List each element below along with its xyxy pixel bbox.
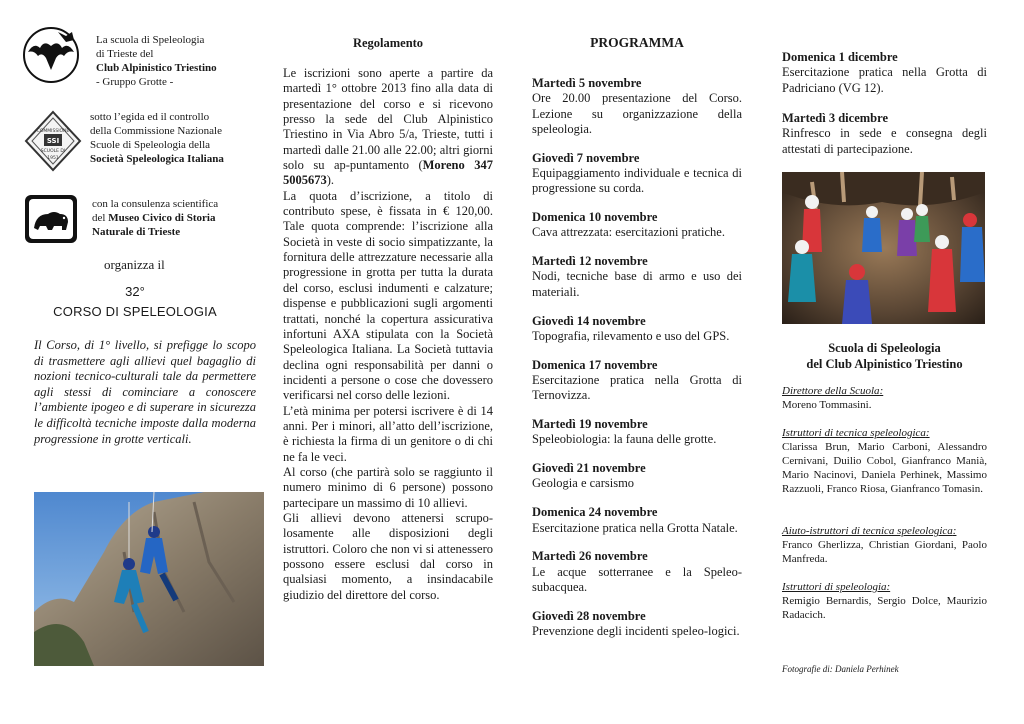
program-item <box>532 314 742 345</box>
staff-role: Istruttori di speleologia: <box>782 581 891 593</box>
program-date: Domenica 10 novembre <box>532 210 658 225</box>
school-heading-line1: Scuola di Speleologia <box>828 341 941 355</box>
school-heading <box>782 340 987 372</box>
program-desc: Cava attrezzata: esercitazioni pratiche. <box>532 225 725 240</box>
program-item-december-1 <box>782 50 987 96</box>
rules-paragraph-1 <box>283 66 493 189</box>
program-item <box>532 461 742 492</box>
cave-bear-icon <box>24 194 78 244</box>
program-item <box>532 254 742 300</box>
program-date: Domenica 17 novembre <box>532 357 658 372</box>
staff-names: Clarissa Brun, Mario Carboni, Alessandro Cernivani, Duilio Cobol, Gianfranco Manià, Mario Nacinovi, Daniela Perhinek, Massimo Razzuoli, Franco Riosa, Gianfranco Tomasin. <box>782 441 987 495</box>
program-date: Giovedì 7 novembre <box>532 150 640 165</box>
ssi-badge-top-text: COMMISSIONE <box>36 129 70 134</box>
program-desc: Nodi, tecniche base di armo e uso dei materiali. <box>532 269 742 299</box>
staff-names: Remigio Bernardis, Sergio Dolce, Maurizio Radacich. <box>782 595 987 621</box>
org-cat-text <box>96 33 256 89</box>
program-desc: Speleobiologia: la fauna delle grotte. <box>532 432 717 447</box>
program-item-december-3 <box>782 111 987 157</box>
staff-role: Istruttori di tecnica speleologica: <box>782 427 930 439</box>
program-list <box>532 76 742 639</box>
org-ssi-line2: della Commissione Nazionale <box>90 125 222 137</box>
contact-phone: Moreno 347 5005673 <box>283 158 494 188</box>
program-desc: Esercitazione pratica nella Grotta Natale. <box>532 520 738 535</box>
column-rules <box>283 0 493 724</box>
program-date: Martedì 12 novembre <box>532 254 648 269</box>
course-title: CORSO DI SPELEOLOGIA <box>53 304 217 319</box>
program-item <box>532 210 742 241</box>
org-cat-line2: di Trieste del <box>96 48 154 60</box>
column-school <box>782 0 987 724</box>
org-ssi-line1: sotto l’egida ed il controllo <box>90 111 210 123</box>
staff-role: Aiuto-istruttori di tecnica speleologica: <box>782 525 957 537</box>
course-edition: 32° <box>125 284 145 299</box>
photo-credits: Fotografie di: Daniela Perhinek <box>782 664 899 674</box>
ssi-badge-mid-text: SSI <box>46 137 60 145</box>
program-date: Domenica 1 dicembre <box>782 50 898 64</box>
rules-paragraph-4: Al corso (che partirà solo se raggiunto il numero minimo di 6 persone) possono partecipare un massimo di 10 allievi. <box>283 464 493 510</box>
org-museum-line2b: Museo Civico di Storia <box>108 212 216 224</box>
org-museum-line2a: del <box>92 212 109 224</box>
program-desc: Le acque sotterranee e la Speleo-subacquea. <box>532 564 742 594</box>
program-item <box>532 505 742 536</box>
rules-body <box>283 66 493 603</box>
organizza-text: organizza il <box>104 257 165 272</box>
program-item <box>532 417 742 448</box>
staff-names: Franco Gherlizza, Christian Giordani, Paolo Manfreda. <box>782 539 987 565</box>
org-ssi-text <box>90 110 260 166</box>
program-date: Martedì 3 dicembre <box>782 111 888 125</box>
program-desc: Prevenzione degli incidenti speleo-logici. <box>532 624 740 639</box>
program-desc: Esercitazione pratica nella Grotta di Padriciano (VG 12). <box>782 65 987 95</box>
column-intro <box>22 0 256 724</box>
ssi-badge-icon <box>22 110 84 172</box>
program-desc: Esercitazione pratica nella Grotta di Ternovizza. <box>532 372 742 403</box>
staff-role: Direttore della Scuola: <box>782 385 884 397</box>
org-ssi-line3: Scuole di Speleologia della <box>90 139 211 151</box>
cave-group-photo <box>782 172 985 324</box>
program-date: Domenica 24 novembre <box>532 505 658 520</box>
program-date: Giovedì 28 novembre <box>532 608 646 623</box>
rules-heading: Regolamento <box>352 36 424 50</box>
program-item <box>532 609 742 640</box>
org-museum-text <box>92 197 262 239</box>
program-date: Martedì 26 novembre <box>532 549 648 564</box>
course-intro: Il Corso, di 1° livello, si prefigge lo scopo di trasmettere agli allievi quel bagaglio di nozioni tecnico-culturali tale da permettere agli stessi di cominciare a conoscere l’ambiente ipogeo e di superare in sicurezza le difficoltà tecniche imposte dalla moderna progressione in grotte verticali. <box>34 338 256 446</box>
program-desc: Rinfresco in sede e consegna degli attestati di partecipazione. <box>782 126 987 156</box>
staff-assistant-instructors <box>782 524 987 566</box>
rules-paragraph-2: La quota d’iscrizione, a titolo di contributo spese, è fissata in € 120,00. Tale quota comprende: l’iscrizione alla Società in veste di socio simpatizzante, la fornitura delle attrezzature necessarie alla progressione in grotta per tutta la durata del corso, esclusi indumenti e calzature; dispense e pubblicazioni sugli argomenti trattati, nonché la copertura assicurativa infortuni AXA stipulata con la Società Speleologica Italiana. La Società tuttavia declina ogni responsabilità per danni o incidenti a persone o cose che dovessero verificarsi nel corso delle lezioni. <box>283 188 493 403</box>
org-cat-line4: - Gruppo Grotte - <box>96 76 174 88</box>
staff-speleology-instructors <box>782 580 987 622</box>
program-title: PROGRAMMA <box>590 35 684 50</box>
program-desc: Equipaggiamento individuale e tecnica di progressione su corda. <box>532 165 742 196</box>
program-desc: Topografia, rilevamento e uso del GPS. <box>532 328 730 343</box>
program-item <box>532 76 742 137</box>
program-item <box>532 151 742 197</box>
program-date: Giovedì 21 novembre <box>532 461 646 476</box>
staff-instructors <box>782 426 987 496</box>
staff-names: Moreno Tommasini. <box>782 399 872 411</box>
column-program <box>532 0 742 724</box>
program-date: Martedì 19 novembre <box>532 417 648 432</box>
org-ssi-line4: Società Speleologica Italiana <box>90 153 224 165</box>
program-desc: Geologia e carsismo <box>532 476 635 491</box>
program-date: Giovedì 14 novembre <box>532 313 646 328</box>
org-museum-line3: Naturale di Trieste <box>92 226 181 238</box>
climbing-photo <box>34 492 264 666</box>
org-museum-line1: con la consulenza scientifica <box>92 198 219 210</box>
program-item <box>532 358 742 404</box>
staff-director <box>782 384 987 412</box>
org-cat-line3: Club Alpinistico Triestino <box>96 62 217 74</box>
program-item <box>532 549 742 595</box>
ssi-badge-year-text: 1951 <box>47 156 59 161</box>
rules-paragraph-5: Gli allievi devono attenersi scrupo-losamente alle disposizioni degli istruttori. Coloro che non vi si attenessero possono essere esclusi dal corso in qualsiasi momento, a insindacabile giudizio del direttore del corso. <box>283 510 493 602</box>
program-desc: Ore 20.00 presentazione del Corso. Lezione su organizzazione della speleologia. <box>532 91 742 136</box>
ssi-badge-bottom-text: SCUOLE DI <box>40 149 66 154</box>
program-date: Martedì 5 novembre <box>532 76 642 90</box>
rules-p1-text: Le iscrizioni sono aperte a partire da martedì 1° ottobre 2013 fino alla data di presentazione del corso e si ricevono presso la sede del Club Alpinistico Triestino in Via Abro 5/a, Trieste, tutti i martedì dalle 21.00 alle 22.00; altri giorni solo su ap-puntamento ( <box>283 66 493 173</box>
rules-paragraph-3: L’età minima per potersi iscrivere è di 14 anni. Per i minori, all’atto dell’iscrizione, è richiesta la firma di un genitore o di chi ne fa le veci. <box>283 403 493 464</box>
bat-icon <box>22 26 80 84</box>
rules-p1-end: ). <box>326 173 335 188</box>
org-cat-line1: La scuola di Speleologia <box>96 34 205 46</box>
school-heading-line2: del Club Alpinistico Triestino <box>806 357 963 371</box>
